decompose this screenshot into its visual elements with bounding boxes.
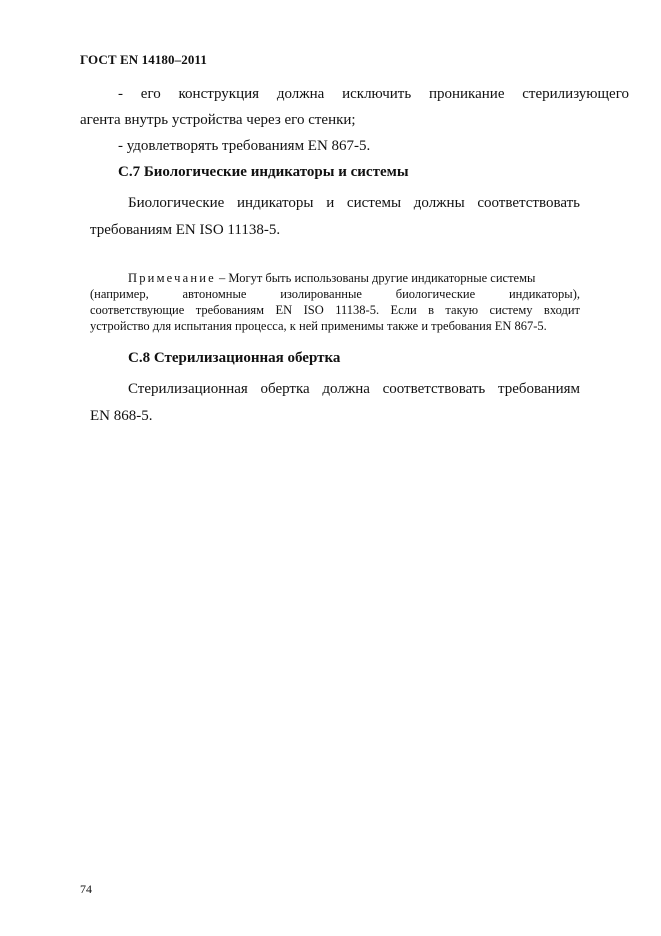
section-c8-paragraph-line-2: EN 868-5. [90, 408, 153, 424]
list-item-1-line-2: агента внутрь устройства через его стенки; [80, 112, 356, 128]
note-line-3: соответствующие требованиям EN ISO 11138-5. Если в такую систему входит [90, 303, 580, 317]
section-c7-paragraph-line-2: требованиям EN ISO 11138-5. [90, 222, 281, 238]
section-c8-heading: С.8 Стерилизационная обертка [128, 350, 341, 366]
section-c7-paragraph-line-1: Биологические индикаторы и системы должны соответствовать [128, 195, 580, 211]
note-line-2: (например, автономные изолированные биологические индикаторы), [90, 287, 580, 301]
section-c7-heading: С.7 Биологические индикаторы и системы [118, 164, 409, 180]
note-line-1-text: – Могут быть использованы другие индикаторные системы [215, 271, 536, 285]
list-item-2: - удовлетворять требованиям EN 867-5. [118, 138, 371, 154]
note-line-4: устройство для испытания процесса, к ней применимы также и требования EN 867-5. [90, 319, 547, 333]
page-number: 74 [80, 882, 92, 896]
document-header: ГОСТ EN 14180–2011 [80, 52, 207, 67]
note-label: Примечание [128, 271, 216, 285]
list-item-1-line-1: - его конструкция должна исключить проникание стерилизующего [118, 86, 629, 102]
note-line-1 [128, 270, 580, 286]
section-c8-paragraph-line-1: Стерилизационная обертка должна соответствовать требованиям [128, 381, 580, 397]
